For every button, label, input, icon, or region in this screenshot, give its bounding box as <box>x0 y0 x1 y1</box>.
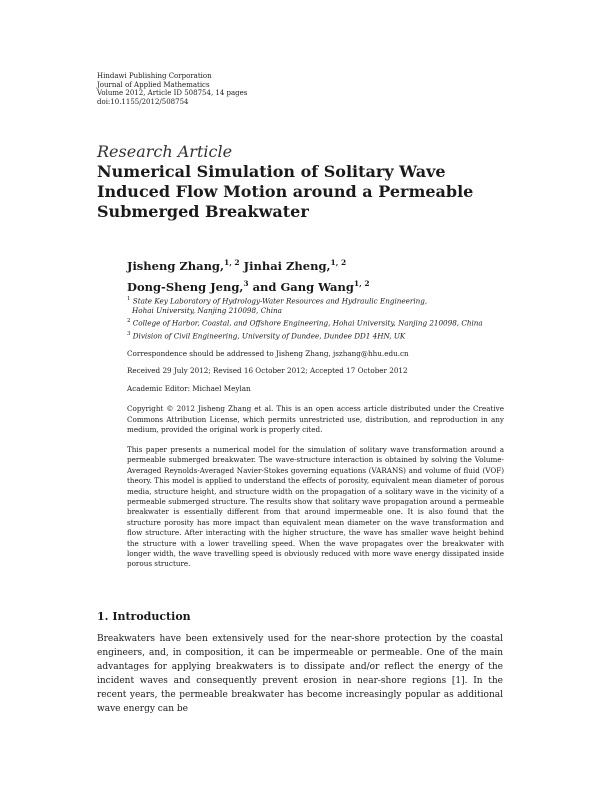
author-line <box>127 254 370 275</box>
publisher-header <box>97 72 247 106</box>
title-line: Induced Flow Motion around a Permeable <box>97 182 474 201</box>
affiliation-item <box>127 294 483 306</box>
affiliations <box>127 294 483 341</box>
author-name: Jisheng Zhang, <box>127 258 224 273</box>
abstract: This paper presents a numerical model for the simulation of solitary wave transformation around a permeable submerged breakwater. The wave-structure interaction is obtained by solving the Volume-Averaged Reynolds-Averaged Navier-Stokes governing equations (VARANS) and volume of fluid (VOF) theory. This model is applied to understand the effects of porosity, equivalent mean diameter of porous media, structure height, and structure width on the propagation of a solitary wave in the vicinity of a permeable submerged structure. The results show that solitary wave propagation around a permeable breakwater is essentially different from that around impermeable one. It is also found that the structure porosity has more impact than equivalent mean diameter on the wave transformation and flow structure. After interacting with the higher structure, the wave has smaller wave height behind the structure with a lower travelling speed. When the wave propagates over the breakwater with longer width, the wave travelling speed is obviously reduced with more wave energy dissipated inside porous structure. <box>127 445 504 569</box>
author-affil-sup: 1, 2 <box>223 258 240 267</box>
volume-info: Volume 2012, Article ID 508754, 14 pages <box>97 89 248 98</box>
correspondence: Correspondence should be addressed to Jisheng Zhang, jszhang@hhu.edu.cn <box>127 349 409 358</box>
affiliation-text: College of Harbor, Coastal, and Offshore Engineering, Hohai University, Nanjing 210098, China <box>132 318 483 328</box>
author-affil-sup: 1, 2 <box>330 258 347 267</box>
affiliation-number: 2 <box>127 318 131 325</box>
affiliation-text: Division of Civil Engineering, University of Dundee, Dundee DD1 4HN, UK <box>132 331 406 341</box>
copyright-notice: Copyright © 2012 Jisheng Zhang et al. This is an open access article distributed under the Creative Commons Attribution License, which permits unrestricted use, distribution, and reproduction in any medium, provided the original work is properly cited. <box>127 404 504 435</box>
affiliation-item <box>127 329 483 341</box>
author-line <box>127 275 370 296</box>
title-line: Submerged Breakwater <box>97 202 309 221</box>
affiliation-item <box>127 316 483 328</box>
affiliation-item-cont <box>127 306 483 316</box>
author-list <box>127 254 370 296</box>
affiliation-number: 1 <box>127 296 131 302</box>
author-name: Jinhai Zheng, <box>239 258 331 273</box>
affiliation-text: Hohai University, Nanjing 210098, China <box>132 306 282 316</box>
affiliation-number: 3 <box>127 330 131 337</box>
paper-title <box>97 162 517 222</box>
article-type: Research Article <box>97 142 233 161</box>
section-body: Breakwaters have been extensively used for the near-shore protection by the coastal engineers, and, in composition, it can be impermeable or permeable. One of the main advantages for applying breakwaters is to dissipate and/or reflect the energy of the incident waves and consequently prevent erosion in near-shore regions [1]. In the recent years, the permeable breakwater has become increasingly popular as additional wave energy can be <box>97 634 503 714</box>
journal-name: Journal of Applied Mathematics <box>97 80 210 89</box>
author-affil-sup: 3 <box>243 278 249 288</box>
title-line: Numerical Simulation of Solitary Wave <box>97 162 446 181</box>
academic-editor: Academic Editor: Michael Meylan <box>127 384 251 393</box>
author-affil-sup: 1, 2 <box>353 278 370 288</box>
section-heading: 1. Introduction <box>97 610 191 623</box>
author-name: and Gang Wang <box>248 279 354 294</box>
doi-link[interactable]: doi:10.1155/2012/508754 <box>97 97 189 106</box>
received-dates: Received 29 July 2012; Revised 16 October 2012; Accepted 17 October 2012 <box>127 366 408 375</box>
publisher-name: Hindawi Publishing Corporation <box>97 72 212 80</box>
author-name: Dong-Sheng Jeng, <box>127 279 244 294</box>
affiliation-text: State Key Laboratory of Hydrology-Water Resources and Hydraulic Engineering, <box>132 296 428 306</box>
